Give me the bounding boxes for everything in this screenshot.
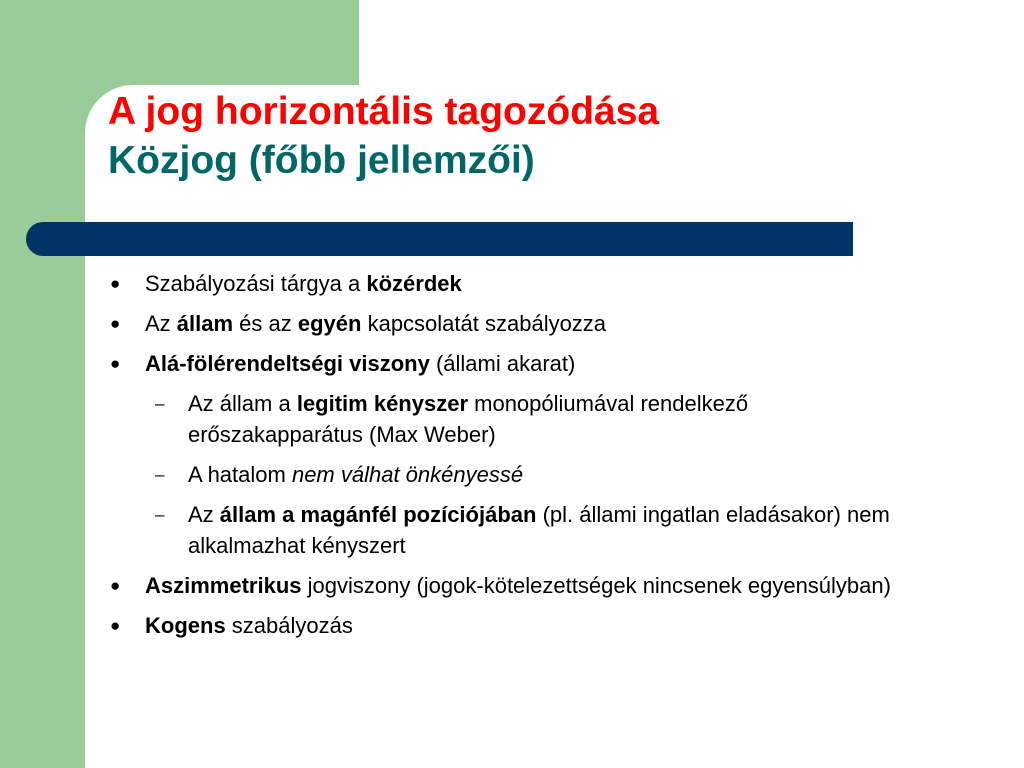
bullet-text: és az: [233, 311, 298, 336]
bullet-italic-text: nem válhat önkényessé: [291, 462, 524, 487]
bullet-text: Az: [188, 502, 220, 527]
bullet-text: Az állam a: [188, 391, 297, 416]
bullet-text: Szabályozási tárgya a: [145, 271, 367, 296]
bullet-bold-text: közérdek: [366, 271, 462, 296]
bullet-item-allam-egyen: [110, 308, 990, 339]
bullet-icon: ●: [110, 314, 121, 333]
bullet-text: monopóliumával rendelkező erőszakapparátus (Max Weber): [188, 391, 749, 447]
bullet-list: [110, 268, 990, 650]
dash-icon: –: [155, 394, 165, 413]
bullet-icon: ●: [110, 576, 121, 595]
subbullet-item-maganfel: [110, 499, 928, 561]
bullet-bold-text: egyén: [297, 311, 362, 336]
bullet-icon: ●: [110, 354, 121, 373]
bullet-text: szabályozás: [225, 613, 353, 638]
bullet-item-kogens: [110, 610, 990, 641]
bullet-bold-text: Aszimmetrikus: [145, 573, 302, 598]
bullet-text: (pl. állami ingatlan eladásakor) nem alkalmazhat kényszert: [188, 502, 890, 558]
bullet-bold-text: Alá-fölérendeltségi viszony: [145, 351, 430, 376]
bullet-icon: ●: [110, 274, 121, 293]
title-divider-bar: [26, 222, 853, 256]
bullet-text: jogviszony (jogok-kötelezettségek nincsenek egyensúlyban): [301, 573, 891, 598]
bullet-item-aszimmetrikus: [110, 570, 990, 601]
dash-icon: –: [155, 465, 165, 484]
bullet-bold-text: állam a magánfél pozíciójában: [219, 502, 537, 527]
bullet-text: (állami akarat): [429, 351, 576, 376]
title-main: A jog horizontális tagozódása: [108, 90, 660, 133]
bullet-text: Az: [145, 311, 177, 336]
bullet-bold-text: Kogens: [145, 613, 226, 638]
title-subtitle: Közjog (főbb jellemzői): [108, 139, 535, 182]
bullet-icon: ●: [110, 616, 121, 635]
bullet-item-kozerdek: [110, 268, 990, 299]
subbullet-item-legitim-kenyszer: [110, 388, 928, 450]
bullet-text: kapcsolatát szabályozza: [361, 311, 607, 336]
bullet-bold-text: legitim kényszer: [296, 391, 469, 416]
subbullet-item-hatalom: [110, 459, 928, 490]
bullet-text: A hatalom: [188, 462, 292, 487]
slide-title: [108, 87, 659, 185]
bullet-bold-text: állam: [176, 311, 234, 336]
bullet-item-ala-folerendeltseg: [110, 348, 990, 379]
dash-icon: –: [155, 505, 165, 524]
